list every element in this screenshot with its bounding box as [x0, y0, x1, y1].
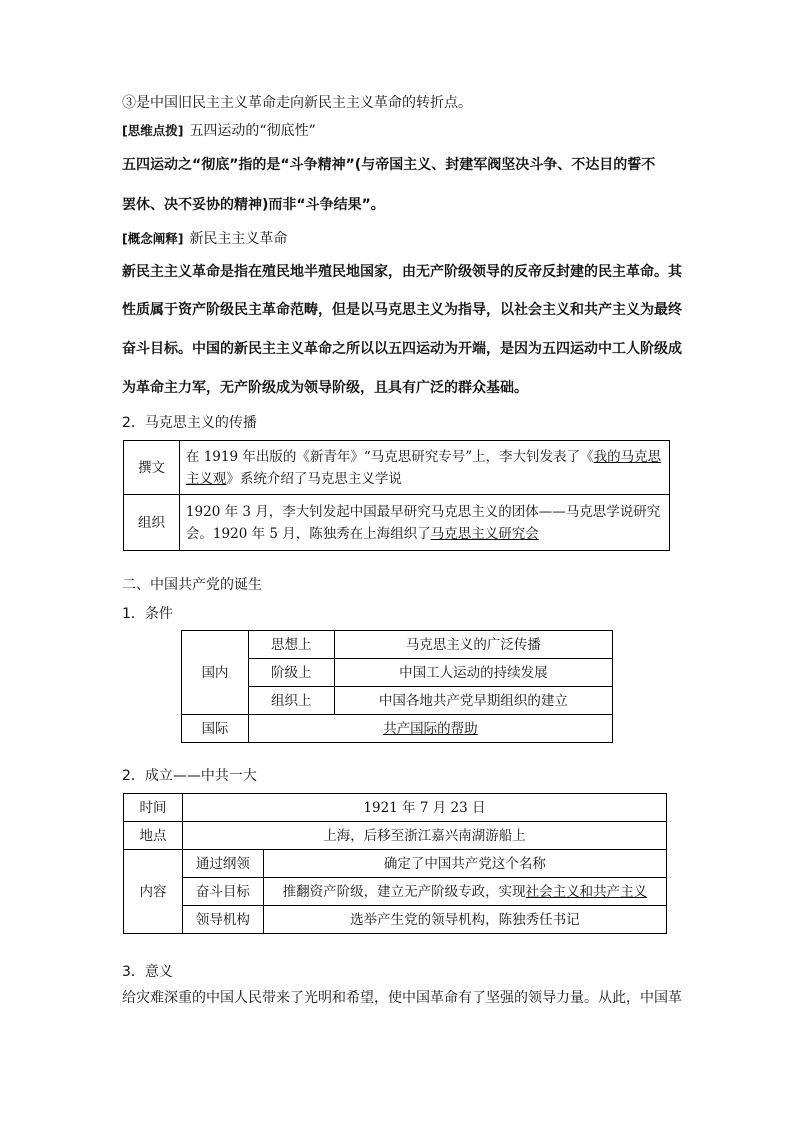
concept-text-3: 奋斗目标。中国的新民主主义革命之所以以五四运动为开端，是因为五四运动中工人阶级成 [122, 341, 682, 357]
concept-text-4: 为革命主力军，无产阶级成为领导阶级，且具有广泛的群众基础。 [122, 380, 528, 396]
content-item: 奋斗目标 [182, 878, 263, 906]
marxism-row-content: 在 1919 年出版的《新青年》“马克思研究专号”上，李大钊发表了《我的马克思主义观》系统介绍了马克思主义学说 [179, 441, 669, 495]
table-row [182, 715, 613, 743]
conditions-table [181, 630, 613, 743]
underlined-term: 我的马克思主义观 [185, 448, 662, 487]
content-value: 选举产生党的领导机构，陈独秀任书记 [263, 906, 666, 934]
significance-heading: 3．意义 [122, 964, 173, 980]
table-row [124, 906, 667, 934]
founding-label: 时间 [124, 794, 183, 822]
international-content: 共产国际的帮助 [248, 715, 612, 743]
concept-text-1: 新民主主义革命是指在殖民地半殖民地国家，由无产阶级领导的反帝反封建的民主革命。其 [122, 264, 682, 280]
condition-aspect: 思想上 [248, 631, 334, 659]
founding-value: 上海，后移至浙江嘉兴南湖游船上 [182, 822, 666, 850]
domestic-label: 国内 [182, 631, 249, 715]
table-row [124, 441, 670, 495]
thinking-tip-text-2: 罢休、决不妥协的精神)而非“斗争结果”。 [122, 197, 385, 213]
table-row [182, 631, 613, 659]
intro-line: ③是中国旧民主主义革命走向新民主主义革命的转折点。 [122, 95, 472, 111]
underlined-term: 社会主义和共产主义 [525, 883, 648, 900]
underlined-term: 马克思主义研究会 [430, 525, 539, 542]
content-item: 通过纲领 [182, 850, 263, 878]
concept-tag: [概念阐释] [122, 231, 184, 246]
table-row [124, 822, 667, 850]
concept-title: 新民主主义革命 [189, 231, 288, 247]
thinking-tip-title: 五四运动的“彻底性” [189, 123, 316, 139]
founding-label: 地点 [124, 822, 183, 850]
thinking-tip-tag: [思维点拨] [122, 123, 184, 138]
table-row [124, 495, 670, 551]
condition-aspect: 组织上 [248, 687, 334, 715]
conditions-heading: 1．条件 [122, 606, 173, 622]
significance-text: 给灾难深重的中国人民带来了光明和希望，使中国革命有了坚强的领导力量。从此，中国革 [122, 990, 682, 1006]
condition-aspect: 阶级上 [248, 659, 334, 687]
concept-heading [122, 229, 287, 249]
content-item: 领导机构 [182, 906, 263, 934]
marxism-row-label: 撰文 [124, 441, 180, 495]
thinking-tip-heading [122, 121, 316, 141]
content-label: 内容 [124, 850, 183, 934]
content-value: 推翻资产阶级，建立无产阶级专政，实现社会主义和共产主义 [263, 878, 666, 906]
international-label: 国际 [182, 715, 249, 743]
marxism-heading: 2．马克思主义的传播 [122, 415, 257, 431]
thinking-tip-text-1: 五四运动之“彻底”指的是“斗争精神”(与帝国主义、封建军阀坚决斗争、不达目的誓不 [122, 157, 656, 173]
marxism-row-label: 组织 [124, 495, 180, 551]
section-heading: 二、中国共产党的诞生 [122, 577, 262, 593]
condition-content: 中国工人运动的持续发展 [334, 659, 612, 687]
condition-content: 马克思主义的广泛传播 [334, 631, 612, 659]
table-row [124, 794, 667, 822]
condition-content: 中国各地共产党早期组织的建立 [334, 687, 612, 715]
concept-text-2: 性质属于资产阶级民主革命范畴，但是以马克思主义为指导，以社会主义和共产主义为最终 [122, 302, 682, 318]
marxism-row-content: 1920 年 3 月，李大钊发起中国最早研究马克思主义的团体——马克思学说研究会。1920 年 5 月，陈独秀在上海组织了马克思主义研究会 [179, 495, 669, 551]
founding-table [123, 793, 667, 934]
marxism-table [123, 440, 670, 551]
table-row [124, 878, 667, 906]
founding-heading: 2．成立——中共一大 [122, 768, 257, 784]
table-row [124, 850, 667, 878]
founding-value: 1921 年 7 月 23 日 [182, 794, 666, 822]
content-value: 确定了中国共产党这个名称 [263, 850, 666, 878]
